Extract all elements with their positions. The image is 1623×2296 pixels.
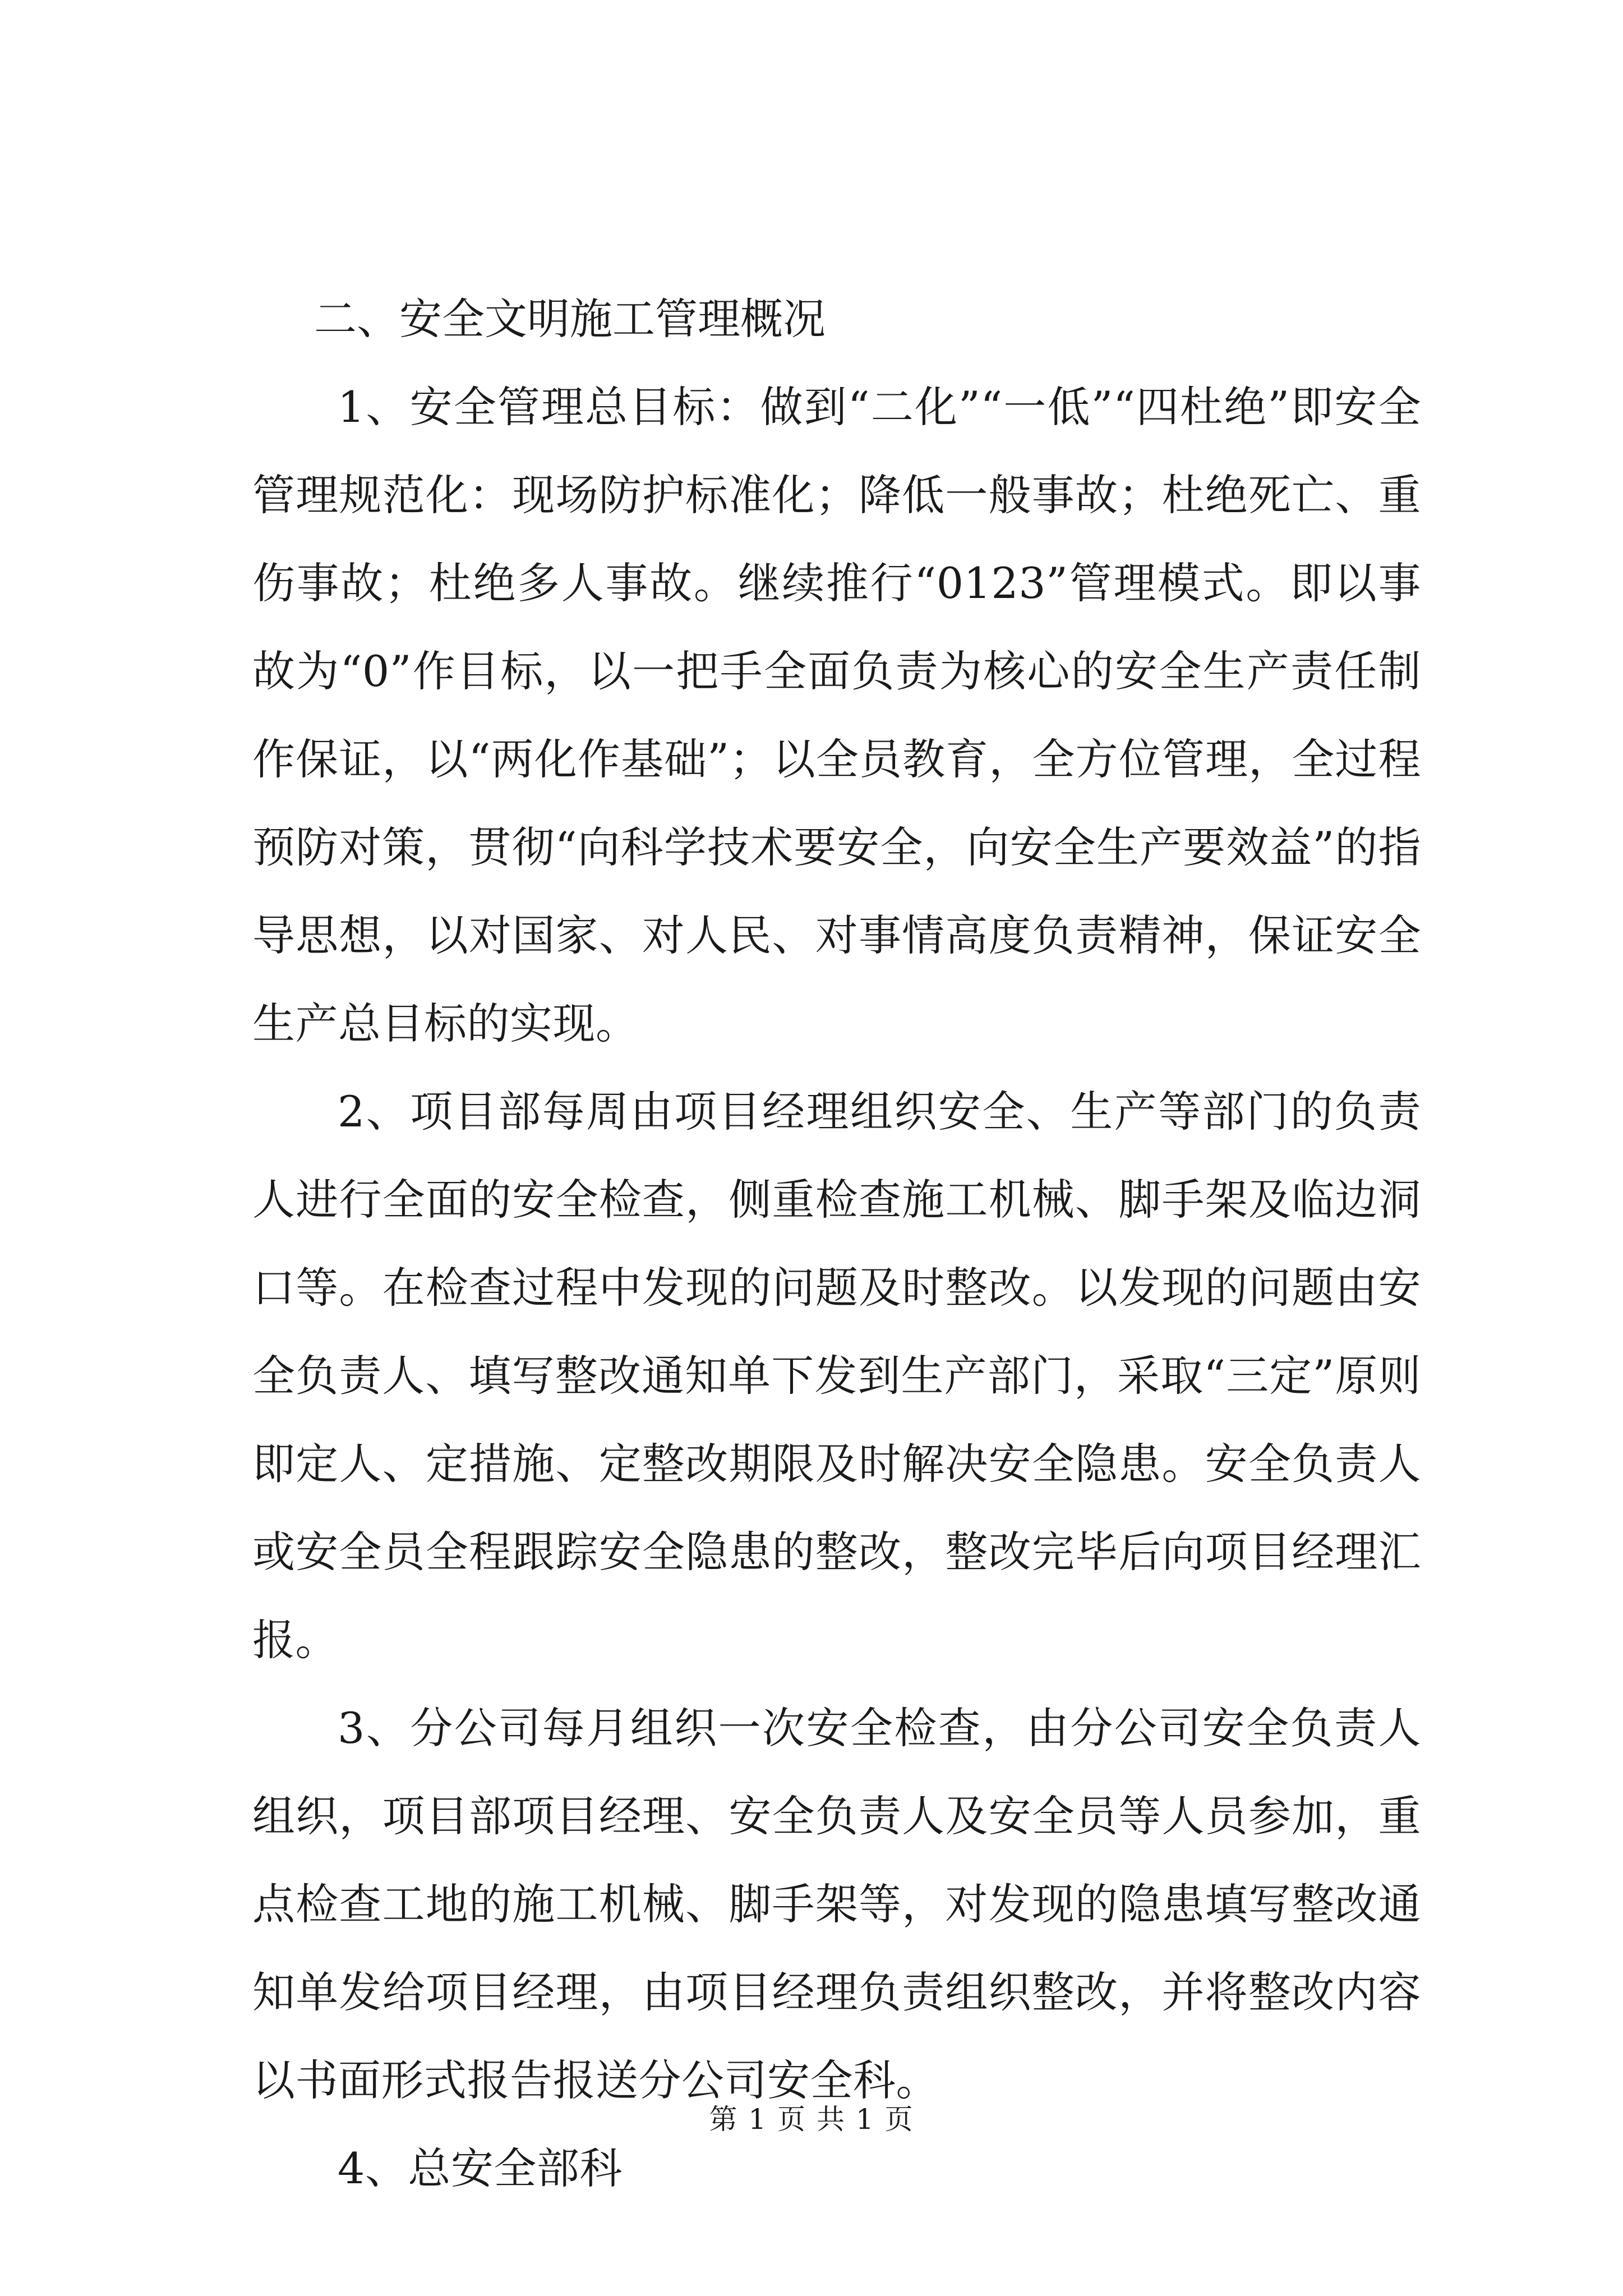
paragraph-4: 4、总安全部科: [338, 2143, 623, 2193]
page-footer: 第 1 页 共 1 页: [709, 2103, 914, 2136]
paragraph-1: 1、安全管理总目标：做到“二化”“一低”“四杜绝”即安全管理规范化：现场防护标准化；降低一般事故；杜绝死亡、重伤事故；杜绝多人事故。继续推行“0123”管理模式。即以事故为“0”作目标，以一把手全面负责为核心的安全生产责任制作保证，以“两化作基础”；以全员教育，全方位管理，全过程预防对策，贯彻“向科学技术要安全，向安全生产要效益”的指导思想，以对国家、对人民、对事情高度负责精神，保证安全生产总目标的实现。: [252, 382, 1421, 1048]
paragraph-3: 3、分公司每月组织一次安全检查，由分公司安全负责人组织，项目部项目经理、安全负责人及安全员等人员参加，重点检查工地的施工机械、脚手架等，对发现的隐患填写整改通知单发给项目经理，由项目经理负责组织整改，并将整改内容以书面形式报告报送分公司安全科。: [252, 1703, 1421, 2105]
document-body: [252, 275, 1421, 2212]
paragraph-2: 2、项目部每周由项目经理组织安全、生产等部门的负责人进行全面的安全检查，侧重检查施工机械、脚手架及临边洞口等。在检查过程中发现的问题及时整改。以发现的问题由安全负责人、填写整改通知单下发到生产部门，采取“三定”原则即定人、定措施、定整改期限及时解决安全隐患。安全负责人或安全员全程跟踪安全隐患的整改，整改完毕后向项目经理汇报。: [252, 1087, 1421, 1665]
section-heading: 二、安全文明施工管理概况: [314, 294, 826, 344]
